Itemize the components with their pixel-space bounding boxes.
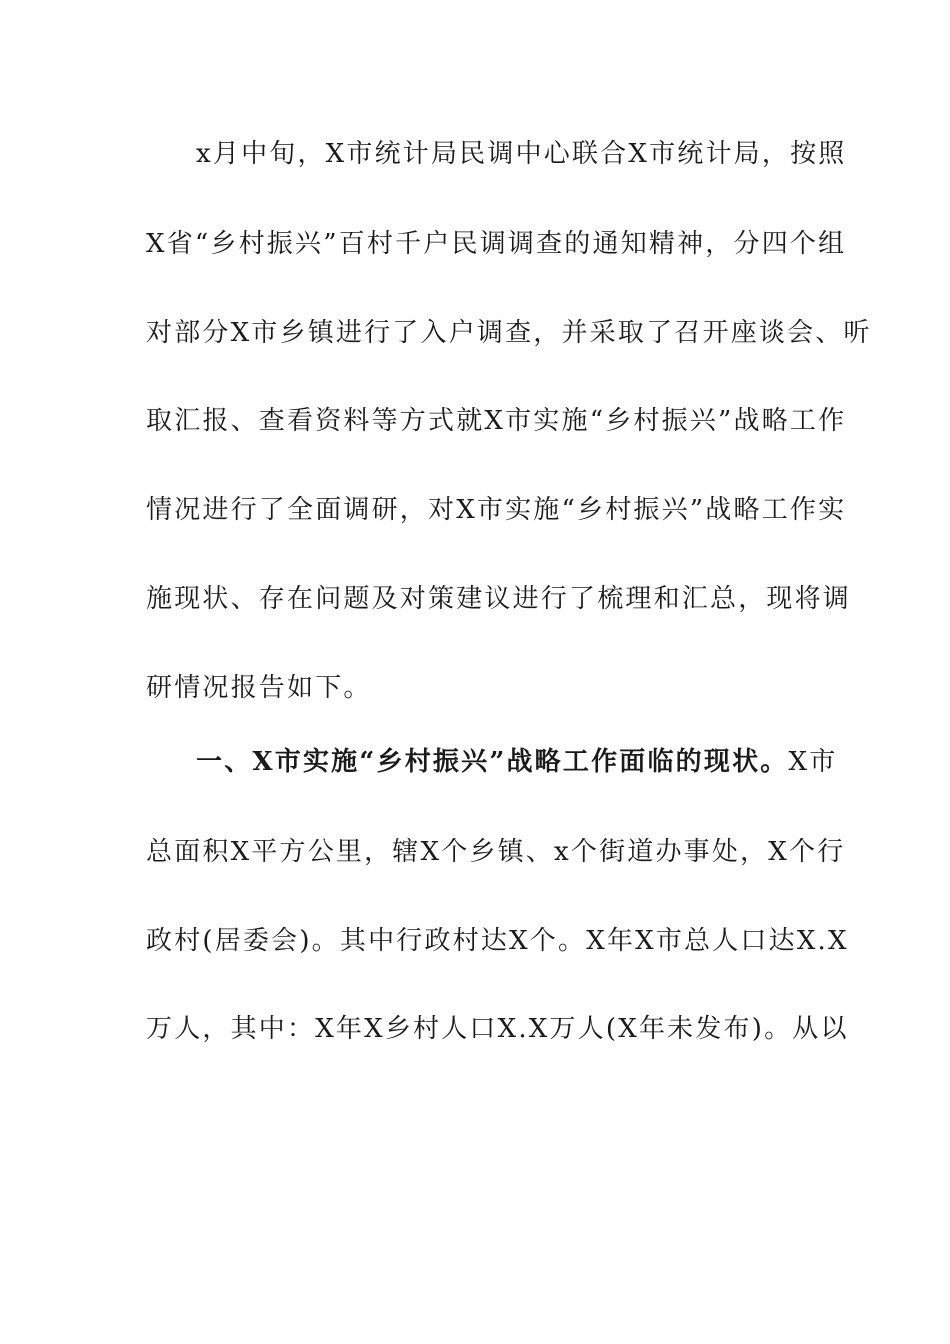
paragraph-2-line-3: 政村(居委会)。其中行政村达X个。X年X市总人口达X.X bbox=[146, 926, 849, 956]
paragraph-1-line-6: 施现状、存在问题及对策建议进行了梳理和汇总，现将调 bbox=[146, 584, 852, 614]
paragraph-2-line-2: 总面积X平方公里，辖X个乡镇、x个街道办事处，X个行 bbox=[146, 837, 846, 867]
paragraph-1-line-2: X省“乡村振兴”百村千户民调调查的通知精神，分四个组 bbox=[146, 229, 847, 259]
paragraph-1-line-7: 研情况报告如下。 bbox=[146, 673, 372, 703]
paragraph-2-line-4: 万人，其中：X年X乡村人口X.X万人(X年未发布)。从以 bbox=[146, 1014, 849, 1044]
section-heading-continuation: X市 bbox=[788, 747, 838, 777]
paragraph-1-line-3: 对部分X市乡镇进行了入户调查，并采取了召开座谈会、听 bbox=[146, 318, 872, 348]
paragraph-2-line-1 bbox=[196, 746, 837, 778]
paragraph-1-line-4: 取汇报、查看资料等方式就X市实施“乡村振兴”战略工作 bbox=[146, 406, 847, 436]
paragraph-1-line-5: 情况进行了全面调研，对X市实施“乡村振兴”战略工作实 bbox=[146, 495, 847, 525]
section-heading: 一、X市实施“乡村振兴”战略工作面临的现状。 bbox=[196, 747, 789, 777]
paragraph-1-line-1: x月中旬，X市统计局民调中心联合X市统计局，按照 bbox=[196, 139, 847, 169]
